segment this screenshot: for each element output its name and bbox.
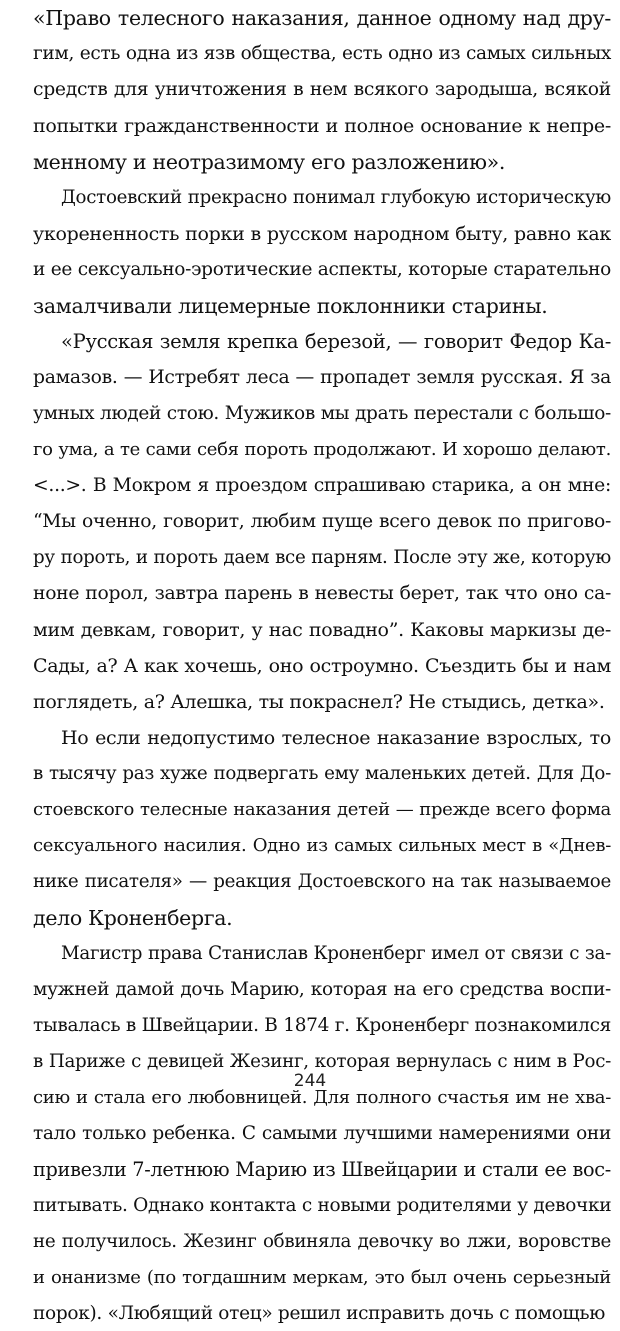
text-line: тывалась в Швейцарии. В 1874 г. Кроненберг познакомился — [33, 1015, 611, 1036]
text-line: стоевского телесные наказания детей — прежде всего форма — [33, 799, 611, 820]
text-line: умных людей стою. Мужиков мы драть перестали с большо- — [33, 403, 611, 424]
text-line: «Право телесного наказания, данное одному над дру- — [33, 6, 611, 30]
text-line: ноне порол, завтра парень в невесты берет, так что оно са- — [33, 583, 611, 604]
text-line: порок). «Любящий отец» решил исправить дочь с помощью — [33, 1303, 606, 1324]
text-line: дело Кроненберга. — [33, 906, 233, 930]
text-line: тало только ребенка. С самыми лучшими намерениями они — [33, 1123, 611, 1144]
text-line: «Русская земля крепка березой, — говорит Федор Ка- — [61, 330, 611, 353]
text-line: сексуального насилия. Одно из самых сильных мест в «Днев- — [33, 835, 611, 856]
text-line: Сады, а? А как хочешь, оно остроумно. Съездить бы и нам — [33, 655, 611, 677]
text-line: <...>. В Мокром я проездом спрашиваю старика, а он мне: — [33, 475, 611, 496]
text-line: сию и стала его любовницей. Для полного счастья им не хва- — [33, 1087, 611, 1108]
text-line: в Париже с девицей Жезинг, которая вернулась с ним в Рос- — [33, 1051, 611, 1072]
text-line: рамазов. — Истребят леса — пропадет земля русская. Я за — [33, 367, 611, 388]
text-line: Достоевский прекрасно понимал глубокую историческую — [61, 187, 611, 208]
text-line: ру пороть, и пороть даем все парням. После эту же, которую — [33, 547, 611, 568]
text-line: поглядеть, а? Алешка, ты покраснел? Не стыдись, детка». — [33, 691, 605, 713]
text-line: и ее сексуально-эротические аспекты, которые старательно — [33, 259, 611, 280]
text-line: в тысячу раз хуже подвергать ему маленьких детей. Для До- — [33, 763, 611, 784]
text-line: попытки гражданственности и полное основание к непре- — [33, 115, 611, 137]
text-line: укорененность порки в русском народном быту, равно как — [33, 223, 611, 245]
text-line: го ума, а те сами себя пороть продолжают. И хорошо делают. — [33, 439, 611, 460]
text-line: питывать. Однако контакта с новыми родителями у девочки — [33, 1195, 612, 1216]
text-line: мим девкам, говорит, у нас повадно”. Каковы маркизы де- — [33, 619, 611, 641]
text-line: не получилось. Жезинг обвиняла девочку во лжи, воровстве — [33, 1231, 611, 1252]
text-line: привезли 7-летнюю Марию из Швейцарии и стали ее вос- — [33, 1158, 611, 1181]
text-line: Но если недопустимо телесное наказание взрослых, то — [61, 727, 611, 749]
text-line: Магистр права Станислав Кроненберг имел от связи с за- — [61, 943, 611, 964]
text-line: менному и неотразимому его разложению». — [33, 150, 506, 174]
text-line: средств для уничтожения в нем всякого зародыша, всякой — [33, 79, 611, 100]
text-line: нике писателя» — реакция Достоевского на так называемое — [33, 871, 611, 892]
text-line: мужней дамой дочь Марию, которая на его средства воспи- — [33, 979, 611, 1000]
text-line: “Мы оченно, говорит, любим пуще всего девок по пригово- — [33, 511, 611, 532]
text-line: замалчивали лицемерные поклонники старины. — [33, 294, 548, 318]
text-line: и онанизме (по тогдашним меркам, это был очень серьезный — [33, 1267, 611, 1288]
text-line: гим, есть одна из язв общества, есть одно из самых сильных — [33, 43, 611, 64]
page-number: 244 — [293, 1071, 327, 1091]
